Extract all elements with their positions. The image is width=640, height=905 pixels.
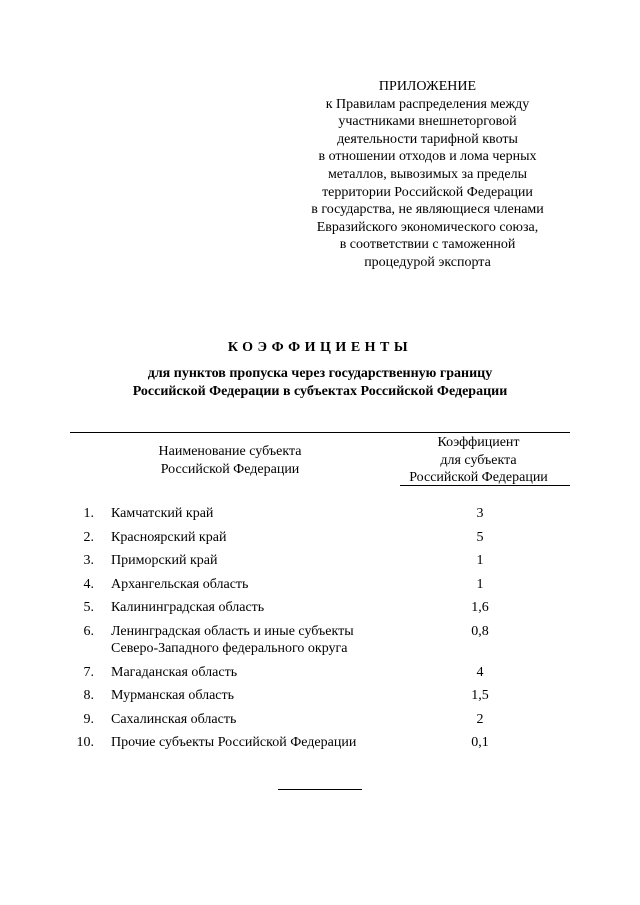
subtitle-line: Российской Федерации в субъектах Российской Федерации (132, 384, 508, 399)
appendix-line: металлов, вывозимых за пределы (327, 166, 528, 182)
table-row (0, 529, 640, 553)
table-row (0, 505, 640, 529)
row-coefficient: 0,1 (471, 735, 489, 750)
appendix-line: деятельности тарифной квоты (337, 131, 518, 147)
row-subject (111, 734, 401, 752)
row-coefficient: 1,6 (471, 600, 489, 615)
table-row (0, 711, 640, 735)
end-of-document-rule (278, 789, 362, 790)
appendix-line: Евразийского экономического союза, (316, 219, 539, 235)
row-subject-line: Прочие субъекты Российской Федерации (111, 735, 357, 750)
column-header-subject (110, 443, 350, 478)
row-subject (111, 529, 401, 547)
appendix-line: территории Российской Федерации (322, 184, 533, 200)
row-number: 4. (83, 576, 94, 592)
row-subject-line: Приморский край (111, 553, 218, 568)
column-header-coefficient (396, 434, 561, 487)
row-coefficient: 4 (476, 664, 484, 680)
row-subject (111, 576, 401, 594)
row-number: 9. (83, 711, 94, 727)
column-header-coefficient-line: Российской Федерации (409, 470, 548, 485)
table-row (0, 623, 640, 664)
row-number: 10. (76, 735, 94, 750)
table-body (0, 505, 640, 758)
row-coefficient: 1 (476, 553, 484, 568)
row-subject (111, 552, 401, 570)
appendix-line: в отношении отходов и лома черных (318, 149, 537, 165)
row-number: 8. (83, 688, 94, 703)
row-subject (111, 664, 401, 682)
row-number: 1. (83, 506, 94, 521)
row-coefficient: 0,8 (471, 623, 489, 639)
table-row (0, 687, 640, 711)
appendix-line: процедурой экспорта (364, 254, 491, 270)
appendix-line: к Правилам распределения между (325, 96, 530, 112)
row-subject (111, 623, 401, 658)
table-row (0, 664, 640, 688)
row-subject-line: Калининградская область (111, 600, 265, 615)
appendix-block (290, 78, 565, 272)
row-subject-line: Архангельская область (111, 576, 249, 592)
table-row (0, 599, 640, 623)
row-subject-line: Красноярский край (111, 529, 227, 545)
table-row (0, 576, 640, 600)
appendix-line: участниками внешнеторговой (338, 114, 517, 130)
row-subject-line: Ленинградская область и иные субъекты (111, 623, 354, 639)
row-subject (111, 711, 401, 729)
row-coefficient: 5 (476, 529, 484, 545)
appendix-heading: ПРИЛОЖЕНИЕ (378, 79, 477, 94)
row-subject (111, 599, 401, 617)
row-number: 3. (83, 553, 94, 568)
column-header-subject-line: Наименование субъекта (158, 444, 302, 459)
row-number: 7. (83, 664, 94, 680)
row-coefficient: 1,5 (471, 688, 489, 703)
document-title: КОЭФФИЦИЕНТЫ (227, 340, 413, 355)
row-subject-line: Сахалинская область (111, 711, 237, 727)
appendix-line: в соответствии с таможенной (339, 237, 516, 253)
column-header-underline (400, 485, 570, 486)
row-subject (111, 505, 401, 523)
row-number: 6. (83, 623, 94, 639)
row-coefficient: 2 (476, 711, 484, 727)
row-coefficient: 1 (476, 576, 484, 592)
table-row (0, 734, 640, 758)
column-header-subject-line: Российской Федерации (160, 461, 300, 477)
table-row (0, 552, 640, 576)
column-header-coefficient-line: Коэффициент (437, 435, 520, 450)
document-subtitle (0, 365, 640, 401)
table-top-rule (70, 432, 570, 433)
row-number: 2. (83, 529, 94, 545)
row-coefficient: 3 (476, 506, 484, 521)
row-subject-line: Северо-Западного федерального округа (111, 641, 348, 656)
column-header-coefficient-line: для субъекта (440, 452, 517, 468)
appendix-line: в государства, не являющиеся членами (311, 202, 544, 218)
row-subject-line: Камчатский край (111, 506, 214, 521)
subtitle-line: для пунктов пропуска через государственную границу (147, 366, 493, 381)
row-subject-line: Магаданская область (111, 664, 238, 680)
row-number: 5. (83, 600, 94, 615)
row-subject-line: Мурманская область (111, 688, 235, 703)
row-subject (111, 687, 401, 705)
